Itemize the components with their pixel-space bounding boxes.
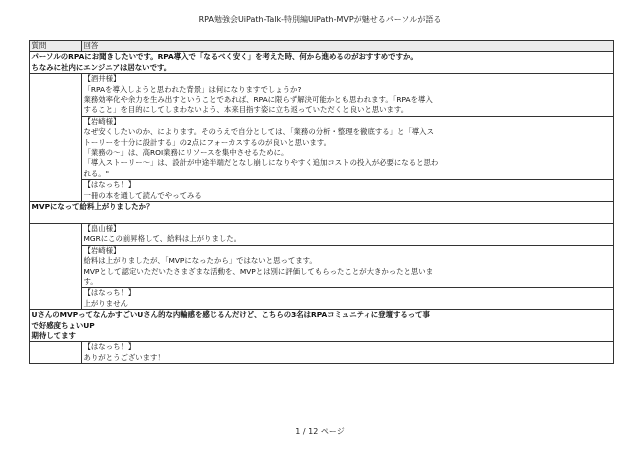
answer-block <box>84 74 612 116</box>
question-text <box>30 202 614 224</box>
question-line: 期待してます <box>31 330 76 340</box>
answer-block <box>82 116 613 179</box>
answer-line: 「導入ストーリー〜」は、設計が中途半端だとなし崩しになりやすく追加コストの投入が必要になると思わ <box>83 158 439 168</box>
page-number: 1 / 12 ページ <box>295 427 345 436</box>
qa-table <box>29 40 614 364</box>
answer-spacer-cell <box>30 223 82 309</box>
answer-block <box>82 245 613 288</box>
answer-line: MGRにこの前昇格して、給料は上がりました。 <box>83 234 242 244</box>
answer-spacer-cell <box>30 74 82 202</box>
answer-cell <box>82 74 614 202</box>
answer-line: 「RPAを導入しようと思われた背景」は何になりますでしょうか? <box>83 84 302 94</box>
answer-speaker: 【酒井様】 <box>83 74 121 84</box>
question-line: UさんのMVPってなんかすごいUさん的な内輪感を感じるんだけど、こちらの3名はRPAコミュニティに登壇するって事 <box>31 310 430 320</box>
table-header-row <box>30 41 614 52</box>
answer-block <box>84 224 612 245</box>
answer-cell <box>82 223 614 309</box>
answer-row <box>30 342 614 364</box>
answer-speaker: 【はなっち！】 <box>83 288 136 298</box>
answer-line: なぜ安くしたいのか、によります。そのうえで自分としては、「業務の分析・整理を徹底する」と「導入ス <box>83 127 434 137</box>
question-line: ちなみに社内にエンジニアは居ないです。 <box>31 62 172 72</box>
answer-line: 「業務の〜」は、高ROI業務にリソースを集中させるために。 <box>83 148 289 158</box>
answer-line: 上がりません <box>83 298 128 308</box>
question-line: パーソルのRPAにお聞きしたいです。RPA導入で「なるべく安く」を考えた時、何から進めるのがおすすめですか。 <box>31 52 418 62</box>
answer-speaker: 【岩崎様】 <box>83 245 121 255</box>
answer-line: 業務効率化や余力を生み出すということであれば、RPAに限らず解決可能かとも思われます。「RPAを導入 <box>83 95 433 105</box>
answer-speaker: 【はなっち！】 <box>83 342 136 352</box>
question-line: MVPになって給料上がりましたか？ <box>31 202 154 212</box>
column-header-answer: 回答 <box>82 41 614 52</box>
answer-line: ありがとうございます！ <box>83 352 165 362</box>
question-row <box>30 202 614 224</box>
answer-speaker: 【はなっち！】 <box>83 180 136 190</box>
answer-line: すること」を目的にしてしまわないよう、本来目指す姿に立ち返っていただくと良いと思います。 <box>83 105 409 115</box>
answer-block <box>82 287 613 309</box>
answer-line: れる。" <box>83 168 110 178</box>
answer-row <box>30 223 614 309</box>
column-header-question: 質問 <box>30 41 82 52</box>
question-row <box>30 310 614 342</box>
question-line: で好感度ちょいUP <box>31 320 95 330</box>
answer-line: 一冊の本を通して読んでやってみる <box>83 190 202 200</box>
page-header-title: RPA勉強会UiPath-Talk-特別編UiPath-MVPが魅せるパーソルが語る <box>198 15 442 24</box>
answer-line: 給料は上がりましたが、「MVPになったから」ではないと思ってます。 <box>83 256 317 266</box>
answer-speaker: 【畠山様】 <box>83 223 121 233</box>
answer-block <box>84 342 612 363</box>
answer-block <box>82 179 613 201</box>
question-text <box>30 310 614 342</box>
answer-speaker: 【岩崎様】 <box>83 116 121 126</box>
answer-line: トーリーを十分に設計する」の2点にフォーカスするのが良いと思います。 <box>83 137 331 147</box>
answer-row <box>30 74 614 202</box>
answer-cell <box>82 342 614 364</box>
answer-line: MVPとして認定いただいたさまざまな活動を、MVPとは別に評価してもらったことが大きかったと思いま <box>83 266 434 276</box>
answer-spacer-cell <box>30 342 82 364</box>
answer-line: す。 <box>83 276 98 286</box>
question-text <box>30 52 614 74</box>
question-row <box>30 52 614 74</box>
question-line-blank <box>32 213 612 223</box>
